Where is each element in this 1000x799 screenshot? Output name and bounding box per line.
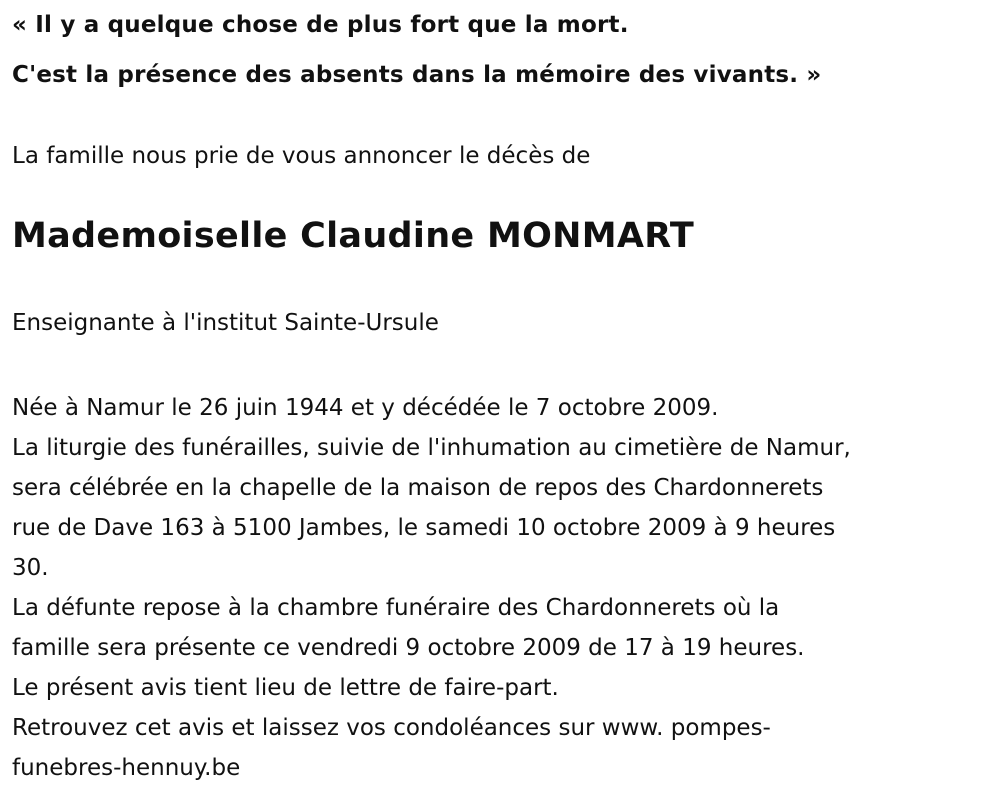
body-line: funebres-hennuy.be [12, 755, 241, 781]
body-line: sera célébrée en la chapelle de la maison de repos des Chardonnerets [12, 475, 824, 501]
announcement-intro: La famille nous prie de vous annoncer le décès de [12, 143, 591, 169]
deceased-name: Mademoiselle Claudine MONMART [12, 216, 695, 256]
quote-line-1: « Il y a quelque chose de plus fort que la mort. [12, 12, 629, 38]
body-line: La liturgie des funérailles, suivie de l'inhumation au cimetière de Namur, [12, 435, 851, 461]
occupation: Enseignante à l'institut Sainte-Ursule [12, 310, 439, 336]
quote-line-2: C'est la présence des absents dans la mémoire des vivants. » [12, 62, 822, 88]
body-line: Née à Namur le 26 juin 1944 et y décédée le 7 octobre 2009. [12, 395, 719, 421]
body-line: rue de Dave 163 à 5100 Jambes, le samedi 10 octobre 2009 à 9 heures [12, 515, 836, 541]
notice-body [12, 388, 987, 788]
body-line: La défunte repose à la chambre funéraire des Chardonnerets où la [12, 595, 780, 621]
body-line: famille sera présente ce vendredi 9 octobre 2009 de 17 à 19 heures. [12, 635, 805, 661]
body-line: Le présent avis tient lieu de lettre de faire-part. [12, 675, 559, 701]
body-line: Retrouvez cet avis et laissez vos condoléances sur www. pompes- [12, 715, 771, 741]
body-line: 30. [12, 555, 49, 581]
